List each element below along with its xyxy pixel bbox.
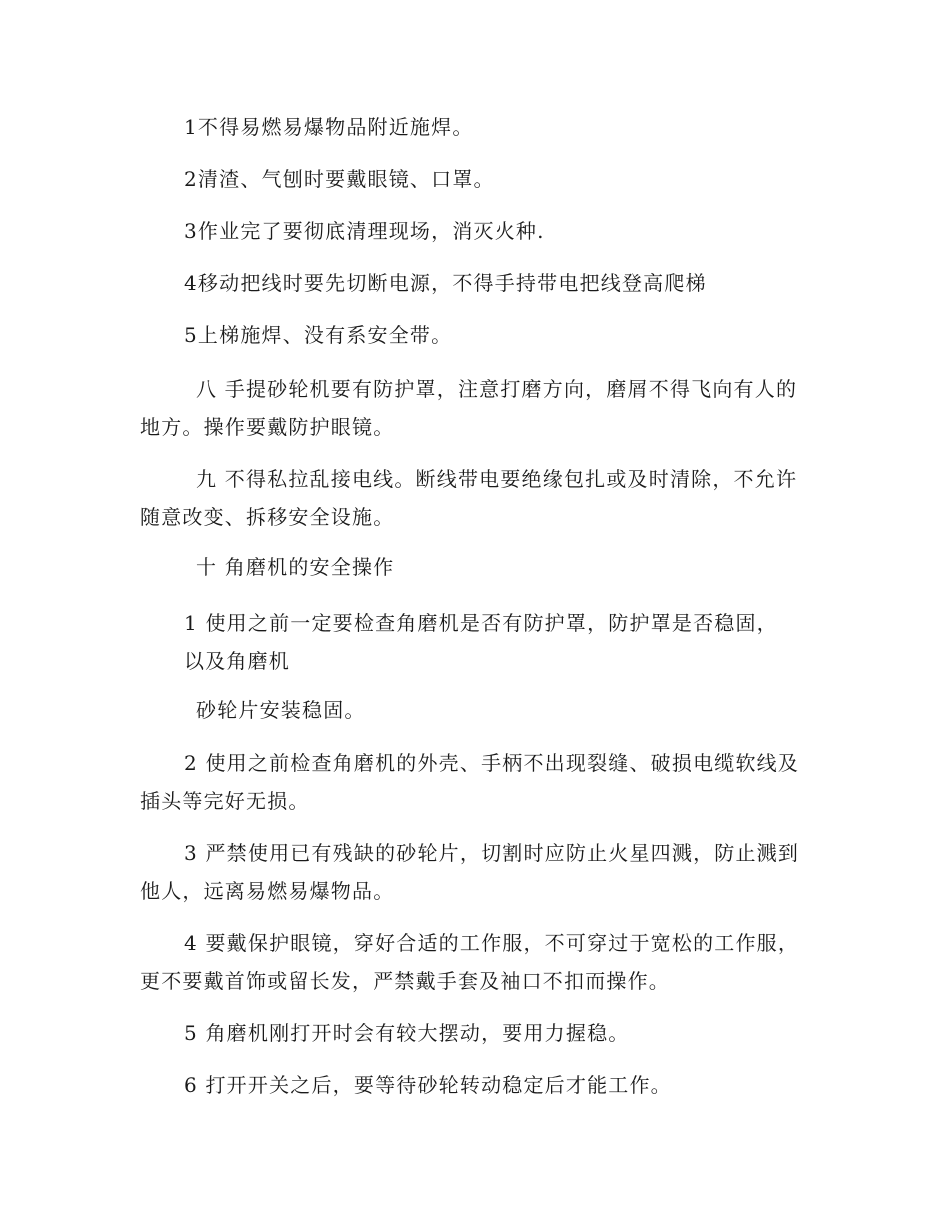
paragraph-5: 5上梯施焊、没有系安全带。 [184,323,453,347]
paragraph-10-1-line2: 以及角磨机 [184,649,290,673]
paragraph-section-9: 九 不得私拉乱接电线。断线带电要绝缘包扎或及时清除，不允许随意改变、拆移安全设施。 [140,467,798,529]
paragraph-10-6: 6 打开开关之后，要等待砂轮转动稳定后才能工作。 [184,1073,672,1097]
paragraph-10-5: 5 角磨机刚打开时会有较大摆动，要用力握稳。 [184,1021,630,1045]
paragraph-10-1 [140,604,810,680]
paragraph-section-8: 八 手提砂轮机要有防护罩，注意打磨方向，磨屑不得飞向有人的地方。操作要戴防护眼镜。 [140,377,798,439]
paragraph-10-1-continued: 砂轮片安装稳固。 [196,698,366,722]
paragraph-4: 4移动把线时要先切断电源，不得手持带电把线登高爬梯 [184,271,707,295]
paragraph-3: 3作业完了要彻底清理现场，消灭火种. [184,219,545,243]
paragraph-10-3: 3 严禁使用已有残缺的砂轮片，切割时应防止火星四溅，防止溅到他人，远离易燃易爆物品。 [140,841,800,903]
paragraph-2: 2清渣、气刨时要戴眼镜、口罩。 [184,167,495,191]
paragraph-10-2: 2 使用之前检查角磨机的外壳、手柄不出现裂缝、破损电缆软线及插头等完好无损。 [140,751,800,813]
paragraph-10-1-line1: 1 使用之前一定要检查角磨机是否有防护罩，防护罩是否稳固， [184,611,778,635]
paragraph-10-4: 4 要戴保护眼镜，穿好合适的工作服，不可穿过于宽松的工作服，更不要戴首饰或留长发，严禁戴手套及袖口不扣而操作。 [140,931,800,993]
section-heading-10: 十 角磨机的安全操作 [196,555,395,579]
paragraph-1: 1不得易燃易爆物品附近施焊。 [184,115,474,139]
paragraph-10-1-text [140,611,778,673]
